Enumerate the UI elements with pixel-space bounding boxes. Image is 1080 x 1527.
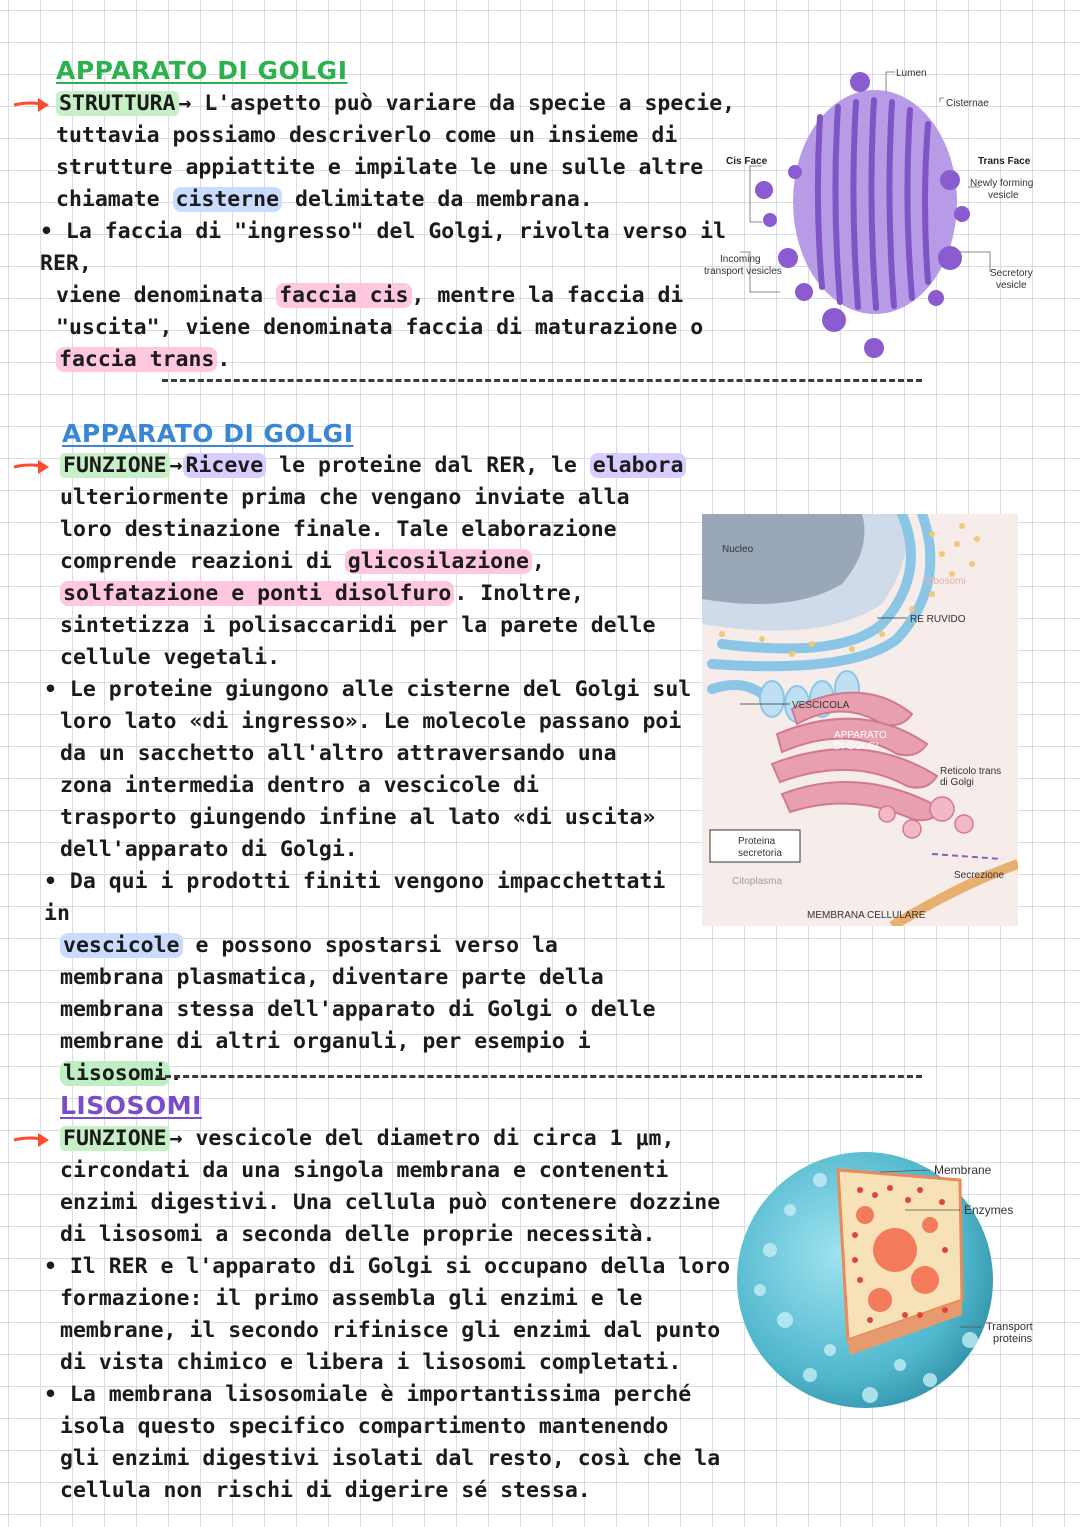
svg-text:VESCICOLA: VESCICOLA (792, 700, 850, 711)
golgi-diagram (700, 62, 1040, 362)
svg-text:Secrezione: Secrezione (954, 870, 1005, 881)
svg-text:MEMBRANA CELLULARE: MEMBRANA CELLULARE (807, 910, 926, 921)
title-golgi-struttura: APPARATO DI GOLGI (56, 56, 348, 85)
svg-text:Proteina: Proteina (738, 836, 776, 847)
svg-text:proteins: proteins (993, 1333, 1033, 1345)
red-arrow-icon (12, 457, 52, 477)
funzione-golgi-paragraph: FUNZIONE → Riceve le proteine dal RER, le elabora ulteriormente prima che vengano inviate alla loro destinazione finale. Tale elaborazione comprende reazioni di glicosilazione , solfatazione e ponti disolfuro . Inoltre, sintetizza i polisaccaridi per la parete delle cellule vegetali. • Le proteine giungono alle cisterne del Golgi sul loro lato «di ingresso». Le molecole passano poi da un sacchetto all'altro attraversando una zona intermedia dentro a vescicole di trasporto giungendo infine al lato «di uscita» dell'apparato di Golgi. • Da qui i prodotti finiti vengono impacchettati in vescicole e possono spostarsi verso la membrana plasmatica, diventare parte della membrana stessa dell'apparato di Golgi o delle membrane di altri organuli, per esempio i lisosomi . (44, 453, 692, 1086)
funzione-label-lisosomi: FUNZIONE (60, 1126, 170, 1151)
lisosomi-paragraph: FUNZIONE → vescicole del diametro di circa 1 μm, circondati da una singola membrana e contenenti enzimi digestivi. Una cellula può contenere dozzine di lisosomi a seconda delle proprie necessità. • Il RER e l'apparato di Golgi si occupano della loro formazione: il primo assembla gli enzimi e le membrane, il secondo rifinisce gli enzimi dal punto di vista chimico e libera i lisosomi completati. • La membrana lisosomiale è importantissima perché isola questo specifico compartimento mantenendo gli enzimi digestivi isolati dal resto, così che la cellula non rischi di digerire sé stessa. (44, 1126, 731, 1503)
svg-text:Cisternae: Cisternae (946, 98, 989, 109)
svg-text:Enzymes: Enzymes (964, 1203, 1014, 1217)
svg-text:vesicle: vesicle (988, 190, 1019, 201)
red-arrow-icon (12, 95, 52, 115)
divider-2 (156, 1075, 922, 1078)
svg-text:transport vesicles: transport vesicles (704, 266, 782, 277)
svg-text:DI GOLGI: DI GOLGI (834, 741, 879, 752)
svg-text:Ribosomi: Ribosomi (924, 576, 966, 587)
struttura-label: STRUTTURA (56, 91, 179, 116)
svg-text:Nucleo: Nucleo (722, 544, 754, 555)
svg-text:Membrane: Membrane (934, 1163, 992, 1177)
funzione-label: FUNZIONE (60, 453, 170, 478)
svg-text:secretoria: secretoria (738, 848, 782, 859)
svg-text:Newly forming: Newly forming (970, 178, 1034, 189)
svg-text:Incoming: Incoming (720, 254, 761, 265)
svg-text:Secretory: Secretory (990, 268, 1033, 279)
title-golgi-funzione: APPARATO DI GOLGI (62, 419, 354, 448)
svg-text:Transport: Transport (986, 1321, 1033, 1333)
divider-1 (162, 379, 922, 382)
struttura-paragraph: STRUTTURA → L'aspetto può variare da specie a specie, tuttavia possiamo descriverlo come un insieme di strutture appiattite e impilate le une sulle altre chiamate cisterne delimitate da membrana. • La faccia di "ingresso" del Golgi, rivolta verso il RER, viene denominata faccia cis , mentre la faccia di "uscita", viene denominata faccia di maturazione o faccia trans . (40, 91, 736, 372)
red-arrow-icon (12, 1130, 52, 1150)
svg-text:Trans Face: Trans Face (978, 156, 1031, 167)
title-lisosomi: LISOSOMI (60, 1091, 202, 1120)
svg-text:Citoplasma: Citoplasma (732, 876, 783, 887)
svg-text:Reticolo trans: Reticolo trans (940, 766, 1002, 777)
svg-text:Lumen: Lumen (896, 68, 927, 79)
svg-text:APPARATO: APPARATO (834, 730, 887, 741)
svg-text:RE RUVIDO: RE RUVIDO (910, 614, 966, 625)
svg-text:di Golgi: di Golgi (940, 777, 974, 788)
svg-text:Cis Face: Cis Face (726, 156, 768, 167)
secretion-pathway-diagram (702, 514, 1018, 926)
svg-text:vesicle: vesicle (996, 280, 1027, 291)
lysosome-diagram (730, 1140, 1050, 1420)
